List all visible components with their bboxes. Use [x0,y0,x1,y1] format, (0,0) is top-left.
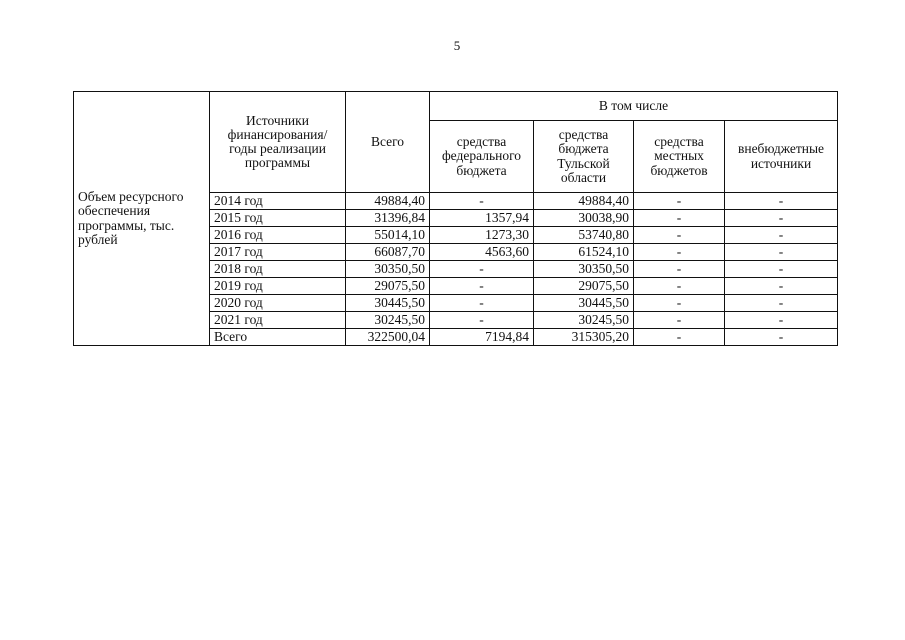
cell-regional: 49884,40 [534,193,634,210]
cell-year: 2019 год [210,278,346,295]
header-federal: средства федерального бюджета [430,121,534,193]
cell-regional: 29075,50 [534,278,634,295]
cell-extra: - [725,312,838,329]
cell-extra: - [725,329,838,346]
cell-local: - [634,261,725,278]
cell-extra: - [725,278,838,295]
cell-local: - [634,312,725,329]
header-regional: средства бюджета Тульской области [534,121,634,193]
cell-local: - [634,244,725,261]
cell-total: 30245,50 [346,312,430,329]
cell-local: - [634,227,725,244]
cell-year: 2017 год [210,244,346,261]
cell-extra: - [725,261,838,278]
cell-local: - [634,210,725,227]
header-extra: внебюджетные источники [725,121,838,193]
cell-federal: - [430,261,534,278]
cell-federal: - [430,295,534,312]
cell-year: Всего [210,329,346,346]
cell-federal: - [430,312,534,329]
cell-year: 2016 год [210,227,346,244]
page-number: 5 [453,38,461,53]
cell-total: 29075,50 [346,278,430,295]
cell-regional: 53740,80 [534,227,634,244]
cell-regional: 30038,90 [534,210,634,227]
cell-local: - [634,329,725,346]
cell-federal: 1357,94 [430,210,534,227]
cell-local: - [634,193,725,210]
cell-regional: 30350,50 [534,261,634,278]
cell-extra: - [725,210,838,227]
header-group: В том числе [430,92,838,121]
header-local: средства местных бюджетов [634,121,725,193]
cell-regional: 30445,50 [534,295,634,312]
cell-year: 2015 год [210,210,346,227]
cell-year: 2018 год [210,261,346,278]
header-total: Всего [346,92,430,193]
cell-year: 2014 год [210,193,346,210]
cell-year: 2020 год [210,295,346,312]
cell-extra: - [725,227,838,244]
cell-total: 30445,50 [346,295,430,312]
cell-federal: 7194,84 [430,329,534,346]
cell-extra: - [725,295,838,312]
cell-federal: - [430,193,534,210]
cell-total: 49884,40 [346,193,430,210]
cell-regional: 61524,10 [534,244,634,261]
cell-total: 30350,50 [346,261,430,278]
cell-year: 2021 год [210,312,346,329]
header-sources: Источники финансирования/ годы реализации программы [210,92,346,193]
cell-regional: 30245,50 [534,312,634,329]
cell-total: 31396,84 [346,210,430,227]
cell-total: 322500,04 [346,329,430,346]
cell-local: - [634,278,725,295]
cell-total: 55014,10 [346,227,430,244]
cell-regional: 315305,20 [534,329,634,346]
cell-federal: - [430,278,534,295]
cell-total: 66087,70 [346,244,430,261]
cell-federal: 4563,60 [430,244,534,261]
row-label: Объем ресурсного обеспечения программы, тыс. рублей [74,92,210,346]
resource-table [73,91,838,346]
cell-local: - [634,295,725,312]
cell-federal: 1273,30 [430,227,534,244]
cell-extra: - [725,193,838,210]
cell-extra: - [725,244,838,261]
